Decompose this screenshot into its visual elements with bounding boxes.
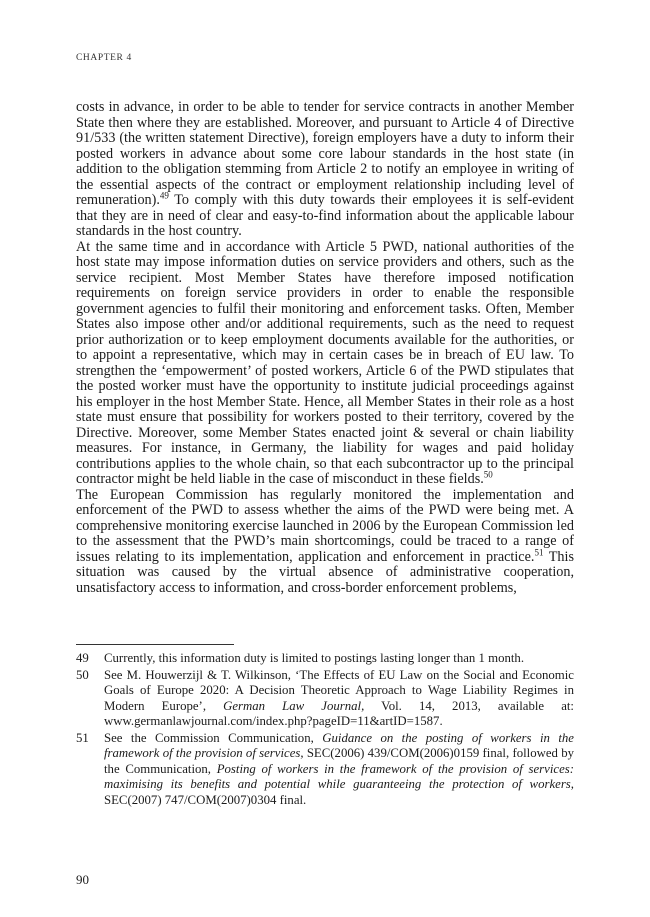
footnote-text <box>104 731 574 809</box>
paragraph-text: costs in advance, in order to be able to tender for service contracts in another Member State then where they are established. Moreover, and pursuant to Article 4 of Directive 91/533 (the written statement Directive), foreign employers have a duty to inform their posted workers in advance about some core labour standards in the host state (in addition to the obligation stemming from Article 2 to notify an employee in writing of the essential aspects of the contract or employment relationship including level of remuneration). <box>76 99 574 208</box>
footnote-50 <box>76 668 574 730</box>
footnotes <box>76 651 574 809</box>
footnote-text-segment: SEC(2007) 747/COM(2007)0304 final. <box>104 792 307 807</box>
body-text <box>76 100 574 596</box>
footnote-49 <box>76 651 574 667</box>
footnote-number: 49 <box>76 651 89 665</box>
footnote-ref-49[interactable]: 49 <box>159 190 169 201</box>
document-title: Posting of workers in the framework of the provision of services: maximising its benefits and potential while guaranteeing the protection of workers, <box>104 761 574 791</box>
journal-title: German Law Journal, <box>223 698 365 713</box>
paragraph-text: The European Commission has regularly monitored the implementation and enforcement of the PWD to assess whether the aims of the PWD were being met. A comprehensive monitoring exercise launched in 2006 by the European Commission led to the assessment that the PWD’s main shortcomings, could be traced to a range of issues relating to its implementation, application and enforcement in practice. <box>76 486 574 565</box>
footnote-text <box>104 651 574 667</box>
page-number: 90 <box>76 872 89 887</box>
paragraph-text: At the same time and in accordance with Article 5 PWD, national authorities of the host state may impose information duties on service providers and others, such as the service recipient. Most Member States have therefore imposed notification requirements on foreign service providers in order to enable the responsible government agencies to fulfil their monitoring and enforcement tasks. Often, Member States also impose other and/or additional requirements, such as the need to request prior authorization or to keep employment documents available for the authorities, or to appoint a representative, which may in certain cases be in breach of EU law. To strengthen the ‘empowerment’ of posted workers, Article 6 of the PWD stipulates that the posted worker must have the opportunity to institute judicial proceedings against his employer in the host Member State. Hence, all Member States in their role as a host state must ensure that possibility for workers posted to their territory, covered by the Directive. Moreover, some Member States enacted joint & several or chain liability measures. For instance, in Germany, the liability for wages and paid holiday contributions applies to the whole chain, so that each subcontractor up to the principal contractor might be held liable in the case of misconduct in these fields. <box>76 238 574 487</box>
footnote-text <box>104 668 574 730</box>
footnote-ref-51[interactable]: 51 <box>534 546 544 557</box>
footnote-text-segment: See the Commission Communication, <box>104 730 323 745</box>
footnote-text-segment: SEC(2006) 439/COM(2006)0159 final, followed by the Communication, <box>104 746 574 776</box>
footnote-separator <box>76 644 234 645</box>
footnote-text-segment: Vol. 14, 2013, available at: www.germanlawjournal.com/index.php?pageID=11&artID=1587. <box>104 698 574 728</box>
footnote-ref-50[interactable]: 50 <box>483 469 493 480</box>
footnote-text-segment: See M. Houwerzijl & T. Wilkinson, ‘The Effects of EU Law on the Social and Economic Goals of Europe 2020: A Decision Theoretic Approach to Wage Liability Regimes in Modern Europe’, <box>104 667 574 713</box>
paragraph-text: To comply with this duty towards their employees it is self-evident that they are in need of clear and easy-to-find information about the applicable labour standards in the host country. <box>76 192 574 239</box>
paragraph <box>76 488 574 597</box>
paragraph <box>76 100 574 240</box>
footnote-51 <box>76 731 574 809</box>
paragraph <box>76 240 574 488</box>
footnote-text-segment: Currently, this information duty is limited to postings lasting longer than 1 month. <box>104 651 525 665</box>
footnote-number: 50 <box>76 667 89 682</box>
footnote-number: 51 <box>76 730 89 745</box>
paragraph-text: This situation was caused by the virtual absence of administrative cooperation, unsatisfactory access to information, and cross-border enforcement problems, <box>76 548 574 596</box>
document-title: Guidance on the posting of workers in the framework of the provision of services, <box>104 730 574 760</box>
running-head: CHAPTER 4 <box>76 53 132 63</box>
